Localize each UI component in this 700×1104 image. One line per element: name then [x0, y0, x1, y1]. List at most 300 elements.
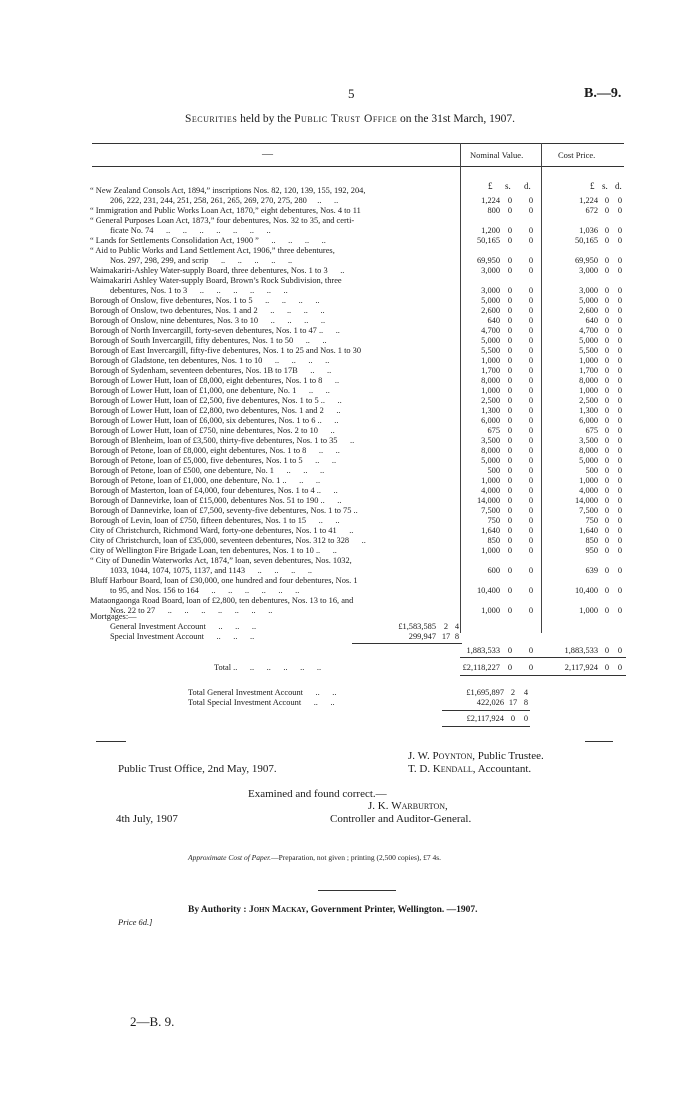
nominal-shillings: 0 [507, 256, 513, 265]
printer-name: John Mackay [248, 905, 307, 915]
cost-shillings: 0 [604, 366, 610, 375]
nominal-shillings: 0 [507, 416, 513, 425]
nominal-shillings: 0 [507, 306, 513, 315]
nominal-pence: 0 [528, 396, 534, 405]
nominal-shillings: 0 [507, 326, 513, 335]
nominal-pence: 0 [528, 316, 534, 325]
security-description-line: Borough of Onslow, nine debentures, Nos. 3 to 10 .. .. .. .. [90, 316, 326, 325]
cost-shillings: 0 [604, 516, 610, 525]
cost-pounds: 4,000 [579, 486, 598, 495]
cost-pence: 0 [617, 296, 623, 305]
mortgage-general-pence: 4 [454, 622, 460, 631]
cost-pounds: 1,000 [579, 606, 598, 615]
security-description-line: 1033, 1044, 1074, 1075, 1137, and 1143 .. .. .. .. [110, 566, 313, 575]
summary-grand-shillings: 0 [510, 714, 516, 723]
cost-pounds: 639 [585, 566, 598, 575]
nominal-shillings: 0 [507, 356, 513, 365]
cost-pounds: 950 [585, 546, 598, 555]
cost-pence: 0 [617, 546, 623, 555]
title-part-date: on the 31st March, 1907. [397, 113, 516, 125]
total-nominal-shillings: 0 [507, 663, 513, 672]
nominal-shillings: 0 [507, 496, 513, 505]
cost-pounds: 5,000 [579, 296, 598, 305]
cost-shillings: 0 [604, 376, 610, 385]
nominal-pence: 0 [528, 536, 534, 545]
cost-shillings: 0 [604, 316, 610, 325]
nominal-pounds: 2,500 [481, 396, 500, 405]
cost-pence: 0 [617, 536, 623, 545]
accountant-name: Kendall [432, 763, 473, 775]
summary-special-amount: 422,026 [476, 698, 504, 707]
auditor-name: Warburton [391, 800, 445, 812]
page-number: 5 [348, 86, 355, 101]
cost-pence: 0 [617, 396, 623, 405]
mortgage-cost-pounds: 1,883,533 [564, 646, 598, 655]
total-cost-shillings: 0 [604, 663, 610, 672]
office-date: Public Trust Office, 2nd May, 1907. [118, 763, 277, 775]
table-top-rule [92, 143, 624, 144]
security-description-line: Borough of Petone, loan of £5,000, five debentures, Nos. 1 to 5 .. .. [90, 456, 337, 465]
printer-details: , Government Printer, Wellington. —1907. [306, 905, 478, 915]
nominal-pounds: 1,640 [481, 526, 500, 535]
nominal-pence: 0 [528, 516, 534, 525]
cost-pounds: 3,500 [579, 436, 598, 445]
cost-pence: 0 [617, 256, 623, 265]
cost-pence: 0 [617, 516, 623, 525]
summary-special-label: Total Special Investment Account .. .. [188, 698, 335, 707]
nominal-shillings: 0 [507, 266, 513, 275]
trustee-title: , Public Trustee. [472, 750, 544, 762]
nominal-pence: 0 [528, 566, 534, 575]
nominal-shillings: 0 [507, 426, 513, 435]
nominal-pounds: 5,500 [481, 346, 500, 355]
nominal-pounds: 3,500 [481, 436, 500, 445]
cost-pence: 0 [617, 496, 623, 505]
cost-pounds: 850 [585, 536, 598, 545]
cost-shillings: 0 [604, 506, 610, 515]
trustee-initials: J. W. [408, 750, 433, 762]
nominal-pounds: 675 [487, 426, 500, 435]
nominal-pounds: 14,000 [476, 496, 500, 505]
cost-pence: 0 [617, 456, 623, 465]
nominal-pounds: 3,000 [481, 266, 500, 275]
accountant-initials: T. D. [408, 763, 433, 775]
mortgage-cost-pence: 0 [617, 646, 623, 655]
security-description-line: Borough of Petone, loan of £500, one debenture, No. 1 .. .. .. [90, 466, 325, 475]
mortgage-sum-rule [352, 643, 462, 644]
security-description-line: “ Immigration and Public Works Loan Act, 1870,” eight debentures, Nos. 4 to 11 [90, 206, 361, 215]
description-header: — [262, 148, 273, 160]
nominal-pounds: 600 [487, 566, 500, 575]
auditor-signature [368, 800, 448, 812]
security-description-line: Borough of Lower Hutt, loan of £6,000, six debentures, Nos. 1 to 6 .. .. [90, 416, 339, 425]
cost-shillings: 0 [604, 226, 610, 235]
cost-shillings: 0 [604, 416, 610, 425]
nominal-shillings: 0 [507, 346, 513, 355]
nominal-shillings: 0 [507, 506, 513, 515]
security-description-line: “ Lands for Settlements Consolidation Act, 1900 ” .. .. .. .. [90, 236, 326, 245]
mortgage-nominal-pence: 0 [528, 646, 534, 655]
security-description-line: Borough of Onslow, two debentures, Nos. 1 and 2 .. .. .. .. [90, 306, 325, 315]
nominal-shillings: 0 [507, 406, 513, 415]
nominal-pounds: 4,700 [481, 326, 500, 335]
cost-shillings: 0 [604, 196, 610, 205]
nominal-pounds: 1,000 [481, 356, 500, 365]
cost-shillings: 0 [604, 266, 610, 275]
cost-pence: 0 [617, 416, 623, 425]
security-description-line: ficate No. 74 .. .. .. .. .. .. .. [110, 226, 271, 235]
title-part-office: Public Trust Office [294, 113, 398, 125]
table-header-rule [92, 166, 624, 167]
nominal-shillings: 0 [507, 466, 513, 475]
cost-shillings: 0 [604, 236, 610, 245]
cost-pounds: 3,000 [579, 286, 598, 295]
cost-pence: 0 [617, 366, 623, 375]
security-description-line: Borough of Lower Hutt, loan of £2,500, five debentures, Nos. 1 to 5 .. .. [90, 396, 342, 405]
nominal-pence: 0 [528, 356, 534, 365]
summary-general-pence: 4 [523, 688, 529, 697]
security-description-line: Borough of East Invercargill, fifty-five debentures, Nos. 1 to 25 and Nos. 1 to 30 [90, 346, 362, 355]
cost-pence: 0 [617, 236, 623, 245]
auditor-suffix: , [445, 800, 448, 812]
nominal-pence: 0 [528, 436, 534, 445]
cost-pounds: 7,500 [579, 506, 598, 515]
security-description-line: Borough of South Invercargill, fifty debentures, Nos. 1 to 50 .. .. [90, 336, 327, 345]
printing-cost-text: —Preparation, not given ; printing (2,500 copies), £7 4s. [271, 853, 442, 862]
nominal-pence: 0 [528, 426, 534, 435]
nominal-value-header: Nominal Value. [470, 150, 524, 160]
title-part-held: held by the [237, 113, 295, 125]
nominal-pounds: 5,000 [481, 456, 500, 465]
cost-pence: 0 [617, 526, 623, 535]
nominal-shillings: 0 [507, 206, 513, 215]
nominal-pounds: 6,000 [481, 416, 500, 425]
cost-shillings: 0 [604, 466, 610, 475]
cost-shillings: 0 [604, 566, 610, 575]
cost-shillings: 0 [604, 256, 610, 265]
nominal-pence: 0 [528, 416, 534, 425]
cost-pounds: 69,950 [574, 256, 598, 265]
nominal-pounds: 1,000 [481, 546, 500, 555]
printer-signature-mark: 2—B. 9. [130, 1014, 175, 1029]
nominal-shillings: 0 [507, 386, 513, 395]
security-description-line: Mataongaonga Road Board, loan of £2,800, ten debentures, Nos. 13 to 16, and [90, 596, 354, 605]
auditor-title: Controller and Auditor-General. [330, 813, 472, 825]
cost-pence: 0 [617, 356, 623, 365]
security-description-line: Borough of Masterton, loan of £4,000, four debentures, Nos. 1 to 4 .. .. [90, 486, 338, 495]
cost-pence: 0 [617, 316, 623, 325]
document-reference: B.—9. [584, 86, 622, 101]
security-description-line: Borough of Gladstone, ten debentures, Nos. 1 to 10 .. .. .. .. [90, 356, 330, 365]
nominal-shillings: 0 [507, 296, 513, 305]
total-label: Total .. .. .. .. .. .. [214, 663, 322, 672]
nominal-pounds: 1,200 [481, 226, 500, 235]
cost-pence: 0 [617, 566, 623, 575]
nominal-pence: 0 [528, 336, 534, 345]
cost-pence: 0 [617, 466, 623, 475]
cost-pence: 0 [617, 436, 623, 445]
nominal-pounds: 1,000 [481, 476, 500, 485]
cost-shillings: 0 [604, 586, 610, 595]
cost-pounds: 672 [585, 206, 598, 215]
nominal-shillings: 0 [507, 566, 513, 575]
cost-pounds: 8,000 [579, 376, 598, 385]
nominal-shillings: 0 [507, 586, 513, 595]
nominal-pence: 0 [528, 456, 534, 465]
nominal-pence: 0 [528, 506, 534, 515]
cost-pence: 0 [617, 196, 623, 205]
nominal-shillings: 0 [507, 366, 513, 375]
nominal-shillings: 0 [507, 436, 513, 445]
security-description-line: Borough of Sydenham, seventeen debentures, Nos. 1B to 17B .. .. [90, 366, 332, 375]
nominal-pence: 0 [528, 446, 534, 455]
security-description-line: City of Christchurch, Richmond Ward, forty-one debentures, Nos. 1 to 41 .. [90, 526, 354, 535]
summary-general-amount: £1,695,897 [466, 688, 504, 697]
cost-shillings: 0 [604, 296, 610, 305]
printer-authority [188, 905, 478, 915]
total-cost-pence: 0 [617, 663, 623, 672]
nominal-pence: 0 [528, 206, 534, 215]
cost-pounds: 4,700 [579, 326, 598, 335]
nominal-shillings: 0 [507, 456, 513, 465]
page-title [0, 113, 700, 125]
nominal-pounds: 750 [487, 516, 500, 525]
cost-pounds: 50,165 [574, 236, 598, 245]
cost-pence: 0 [617, 426, 623, 435]
mortgage-special-amount: 299,947 [408, 632, 436, 641]
authority-prefix: By Authority : [188, 905, 249, 915]
cost-shillings: 0 [604, 486, 610, 495]
nominal-pounds: 8,000 [481, 446, 500, 455]
cost-pence: 0 [617, 326, 623, 335]
cost-shillings: 0 [604, 606, 610, 615]
cost-shillings: 0 [604, 456, 610, 465]
security-description-line: Borough of Lower Hutt, loan of £750, nine debentures, Nos. 2 to 10 .. [90, 426, 335, 435]
printing-cost-label: Approximate Cost of Paper. [188, 853, 272, 862]
mortgage-special-pence: 8 [454, 632, 460, 641]
audit-date: 4th July, 1907 [116, 813, 178, 825]
cost-pounds: 675 [585, 426, 598, 435]
nominal-pounds: 1,224 [481, 196, 500, 205]
nominal-pounds: 500 [487, 466, 500, 475]
right-short-dash [585, 741, 613, 742]
cost-shillings: 0 [604, 526, 610, 535]
nominal-pounds: 7,500 [481, 506, 500, 515]
nominal-pence: 0 [528, 586, 534, 595]
nominal-pence: 0 [528, 266, 534, 275]
cost-pounds: 500 [585, 466, 598, 475]
footer-divider [318, 890, 396, 891]
cost-shillings: 0 [604, 476, 610, 485]
auditor-initials: J. K. [368, 800, 392, 812]
security-description-line: Borough of Dannevirke, loan of £7,500, seventy-five debentures, Nos. 1 to 75 .. [90, 506, 358, 515]
cost-pence: 0 [617, 606, 623, 615]
total-nominal-pence: 0 [528, 663, 534, 672]
cost-shillings: 0 [604, 326, 610, 335]
mortgage-general-shillings: 2 [443, 622, 449, 631]
security-description-line: debentures, Nos. 1 to 3 .. .. .. .. .. .. [110, 286, 288, 295]
nominal-shilling-unit: s. [505, 181, 511, 191]
total-bottom-rule [460, 675, 626, 676]
cost-pound-unit: £ [590, 181, 595, 191]
summary-special-pence: 8 [523, 698, 529, 707]
cost-pence: 0 [617, 376, 623, 385]
total-nominal-pounds: £2,118,227 [462, 663, 500, 672]
security-description-line: Borough of Levin, loan of £750, fifteen debentures, Nos. 1 to 15 .. .. [90, 516, 340, 525]
security-description-line: Borough of Dannevirke, loan of £15,000, debentures Nos. 51 to 190 .. .. [90, 496, 342, 505]
cost-pounds: 5,000 [579, 456, 598, 465]
nominal-pence: 0 [528, 196, 534, 205]
summary-rule-bottom [442, 726, 530, 727]
nominal-pence: 0 [528, 296, 534, 305]
nominal-pence: 0 [528, 406, 534, 415]
examined-statement: Examined and found correct.— [248, 788, 387, 800]
cost-shillings: 0 [604, 386, 610, 395]
security-description-line: Nos. 22 to 27 .. .. .. .. .. .. .. [110, 606, 273, 615]
cost-pence: 0 [617, 206, 623, 215]
nominal-shillings: 0 [507, 196, 513, 205]
nominal-pounds: 5,000 [481, 336, 500, 345]
summary-grand-amount: £2,117,924 [466, 714, 504, 723]
cost-pence-unit: d. [615, 181, 622, 191]
security-description-line: Waimakariri Ashley Water-supply Board, Brown’s Rock Subdivision, three [90, 276, 342, 285]
nominal-pounds: 2,600 [481, 306, 500, 315]
mortgage-general-amount: £1,583,585 [398, 622, 436, 631]
summary-general-label: Total General Investment Account .. .. [188, 688, 337, 697]
cost-shillings: 0 [604, 306, 610, 315]
mortgage-general-label: General Investment Account .. .. .. [110, 622, 257, 631]
nominal-pounds: 4,000 [481, 486, 500, 495]
nominal-shillings: 0 [507, 486, 513, 495]
security-description-line: Borough of Petone, loan of £1,000, one debenture, No. 1 .. .. .. [90, 476, 321, 485]
accountant-title: , Accountant. [472, 763, 532, 775]
nominal-pounds: 5,000 [481, 296, 500, 305]
nominal-pounds: 1,300 [481, 406, 500, 415]
nominal-shillings: 0 [507, 446, 513, 455]
security-description-line: Borough of Petone, loan of £8,000, eight debentures, Nos. 1 to 8 .. .. [90, 446, 340, 455]
price-note: Price 6d.] [118, 917, 153, 927]
nominal-pence: 0 [528, 256, 534, 265]
security-description-line: Bluff Harbour Board, loan of £30,000, one hundred and four debentures, Nos. 1 [90, 576, 358, 585]
mortgage-special-label: Special Investment Account .. .. .. [110, 632, 255, 641]
security-description-line: Borough of Onslow, five debentures, Nos. 1 to 5 .. .. .. .. [90, 296, 320, 305]
nominal-shillings: 0 [507, 396, 513, 405]
nominal-pounds: 1,000 [481, 606, 500, 615]
cost-pounds: 2,600 [579, 306, 598, 315]
summary-grand-pence: 0 [523, 714, 529, 723]
security-description-line: Borough of North Invercargill, forty-seven debentures, Nos. 1 to 47 .. .. [90, 326, 340, 335]
cost-shillings: 0 [604, 346, 610, 355]
nominal-pounds: 50,165 [476, 236, 500, 245]
nominal-pence: 0 [528, 496, 534, 505]
summary-special-shillings: 17 [508, 698, 518, 707]
nominal-pence: 0 [528, 476, 534, 485]
cost-shillings: 0 [604, 446, 610, 455]
cost-pounds: 1,000 [579, 476, 598, 485]
cost-pounds: 8,000 [579, 446, 598, 455]
mortgages-heading: Mortgages:— [90, 612, 137, 621]
security-description-line: “ General Purposes Loan Act, 1873,” four debentures, Nos. 32 to 35, and certi- [90, 216, 355, 225]
cost-pence: 0 [617, 406, 623, 415]
nominal-pence-unit: d. [524, 181, 531, 191]
cost-shillings: 0 [604, 406, 610, 415]
mortgage-special-shillings: 17 [441, 632, 451, 641]
cost-pence: 0 [617, 386, 623, 395]
cost-pounds: 1,000 [579, 356, 598, 365]
nominal-shillings: 0 [507, 526, 513, 535]
nominal-pounds: 850 [487, 536, 500, 545]
cost-pounds: 10,400 [574, 586, 598, 595]
cost-pounds: 5,000 [579, 336, 598, 345]
cost-pounds: 1,036 [579, 226, 598, 235]
nominal-shillings: 0 [507, 606, 513, 615]
nominal-shillings: 0 [507, 316, 513, 325]
nominal-pounds: 1,700 [481, 366, 500, 375]
nominal-shillings: 0 [507, 236, 513, 245]
security-description-line: “ New Zealand Consols Act, 1894,” inscriptions Nos. 82, 120, 139, 155, 192, 204, [90, 186, 366, 195]
trustee-signature [408, 750, 544, 762]
nominal-pence: 0 [528, 386, 534, 395]
nominal-shillings: 0 [507, 516, 513, 525]
nominal-shillings: 0 [507, 546, 513, 555]
cost-price-header: Cost Price. [558, 150, 596, 160]
cost-pence: 0 [617, 346, 623, 355]
cost-pence: 0 [617, 586, 623, 595]
mortgage-nominal-shillings: 0 [507, 646, 513, 655]
cost-pence: 0 [617, 266, 623, 275]
trustee-name: Poynton [432, 750, 473, 762]
nominal-pound-unit: £ [488, 181, 493, 191]
title-part-securities: Securities [184, 113, 238, 125]
cost-pounds: 14,000 [574, 496, 598, 505]
summary-rule-top [442, 710, 530, 711]
nominal-pence: 0 [528, 326, 534, 335]
nominal-pounds: 800 [487, 206, 500, 215]
cost-pounds: 640 [585, 316, 598, 325]
nominal-pence: 0 [528, 606, 534, 615]
security-description-line: “ City of Dunedin Waterworks Act, 1874,” loan, seven debentures, Nos. 1032, [90, 556, 352, 565]
printing-cost-note [188, 853, 441, 862]
nominal-shillings: 0 [507, 536, 513, 545]
summary-general-shillings: 2 [510, 688, 516, 697]
nominal-pence: 0 [528, 366, 534, 375]
security-description-line: Waimakariri-Ashley Water-supply Board, three debentures, Nos. 1 to 3 .. [90, 266, 345, 275]
nominal-shillings: 0 [507, 336, 513, 345]
cost-pounds: 1,640 [579, 526, 598, 535]
security-description-line: to 95, and Nos. 156 to 164 .. .. .. .. .. .. [110, 586, 300, 595]
nominal-pounds: 69,950 [476, 256, 500, 265]
total-cost-pounds: 2,117,924 [564, 663, 598, 672]
cost-pounds: 1,224 [579, 196, 598, 205]
nominal-pence: 0 [528, 546, 534, 555]
nominal-shillings: 0 [507, 286, 513, 295]
security-description-line: City of Wellington Fire Brigade Loan, ten debentures, Nos. 1 to 10 .. .. [90, 546, 337, 555]
cost-pence: 0 [617, 476, 623, 485]
cost-pence: 0 [617, 286, 623, 295]
nominal-shillings: 0 [507, 376, 513, 385]
cost-pounds: 750 [585, 516, 598, 525]
security-description-line: City of Christchurch, loan of £35,000, seventeen debentures, Nos. 312 to 328 .. [90, 536, 366, 545]
nominal-pounds: 1,000 [481, 386, 500, 395]
nominal-pence: 0 [528, 486, 534, 495]
security-description-line: Nos. 297, 298, 299, and scrip .. .. .. .. .. [110, 256, 293, 265]
mortgage-nominal-pounds: 1,883,533 [466, 646, 500, 655]
cost-shillings: 0 [604, 546, 610, 555]
cost-pounds: 6,000 [579, 416, 598, 425]
cost-pounds: 1,700 [579, 366, 598, 375]
nominal-shillings: 0 [507, 476, 513, 485]
nominal-pence: 0 [528, 236, 534, 245]
